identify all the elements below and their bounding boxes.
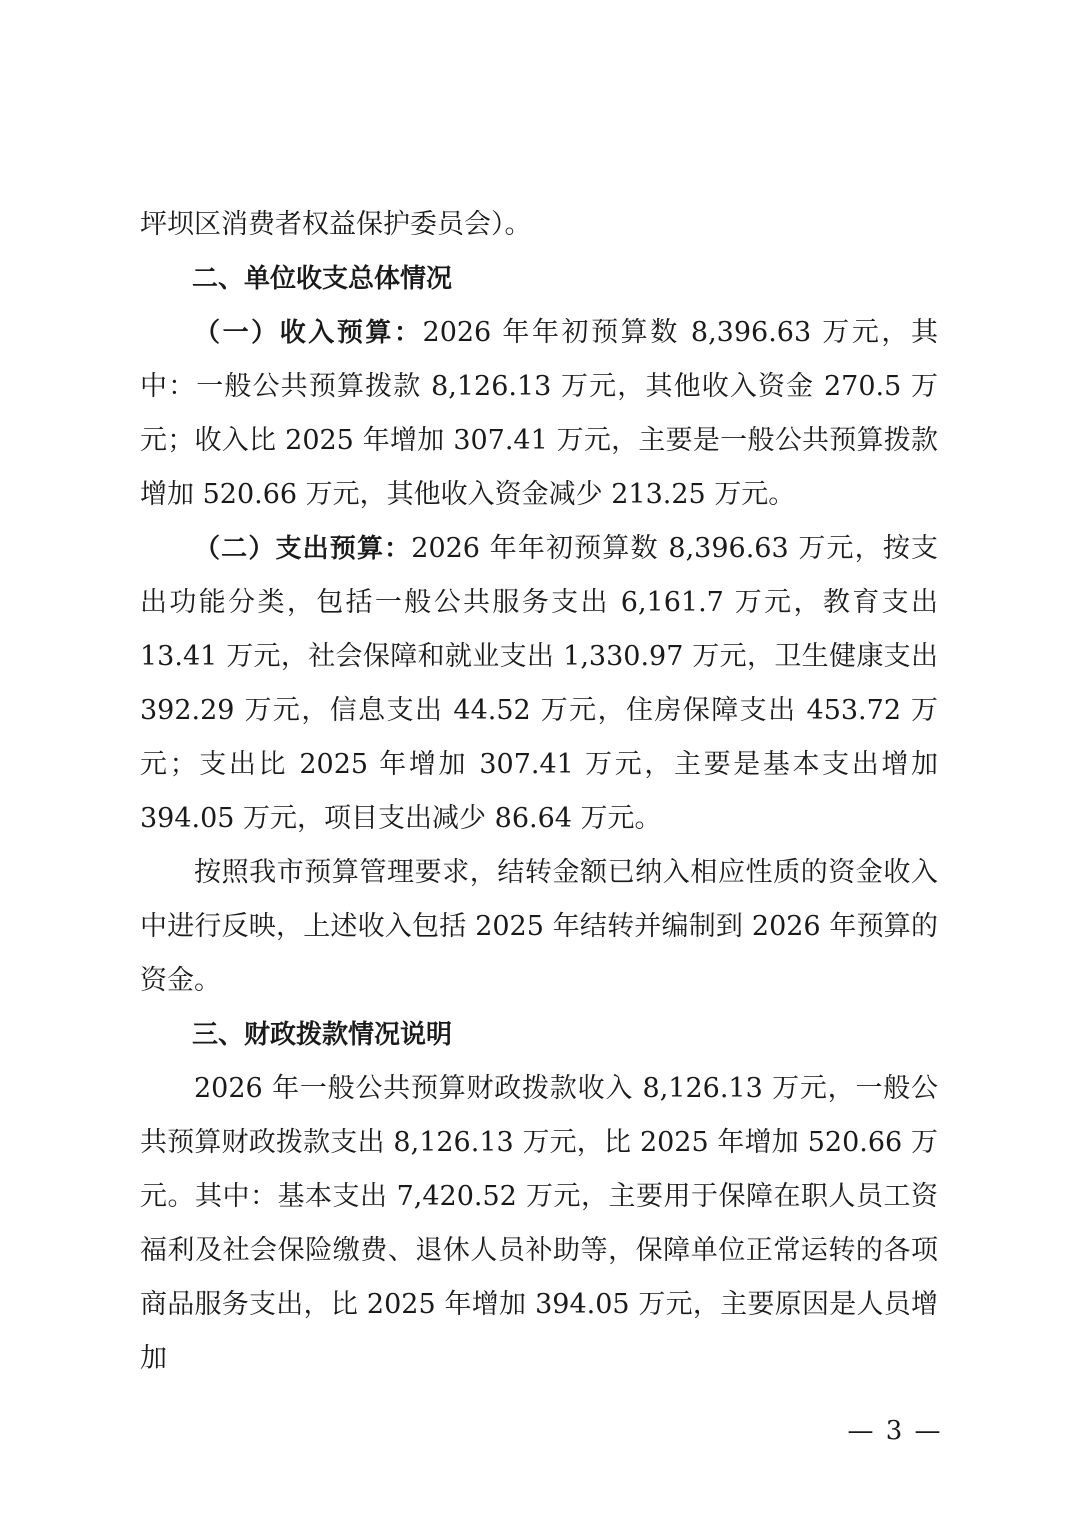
paragraph-income-budget [140, 306, 938, 522]
expense-budget-label: （二）支出预算： [194, 534, 412, 564]
income-budget-text: 2026 年年初预算数 8,396.63 万元，其中：一般公共预算拨款 8,126.13 万元，其他收入资金 270.5 万元；收入比 2025 年增加 307.41 万元，主要是一般公共预算拨款增加 520.66 万元，其他收入资金减少 213.25 万元。 [140, 317, 938, 510]
document-body [140, 198, 938, 1386]
expense-budget-text: 2026 年年初预算数 8,396.63 万元，按支出功能分类，包括一般公共服务支出 6,161.7 万元，教育支出 13.41 万元，社会保障和就业支出 1,330.97 万元，卫生健康支出 392.29 万元，信息支出 44.52 万元，住房保障支出 453.72 万元；支出比 2025 年增加 307.41 万元，主要是基本支出增加 394.05 万元，项目支出减少 86.64 万元。 [140, 533, 938, 834]
section-heading-3: 三、财政拨款情况说明 [192, 1020, 453, 1050]
paragraph-continuation: 坪坝区消费者权益保护委员会）。 [140, 209, 532, 240]
page-number: — 3 — [847, 1416, 943, 1446]
paragraph-carryover-note: 按照我市预算管理要求，结转金额已纳入相应性质的资金收入中进行反映，上述收入包括 2025 年结转并编制到 2026 年预算的资金。 [140, 857, 938, 996]
income-budget-label: （一）收入预算： [194, 318, 423, 348]
section-heading-2: 二、单位收支总体情况 [192, 264, 453, 294]
paragraph-expense-budget [140, 522, 938, 846]
paragraph-fiscal-allocation: 2026 年一般公共预算财政拨款收入 8,126.13 万元，一般公共预算财政拨款支出 8,126.13 万元，比 2025 年增加 520.66 万元。其中：基本支出 7,420.52 万元，主要用于保障在职人员工资福利及社会保险缴费、退休人员补助等，保障单位正常运转的各项商品服务支出，比 2025 年增加 394.05 万元，主要原因是人员增加 [140, 1073, 938, 1374]
